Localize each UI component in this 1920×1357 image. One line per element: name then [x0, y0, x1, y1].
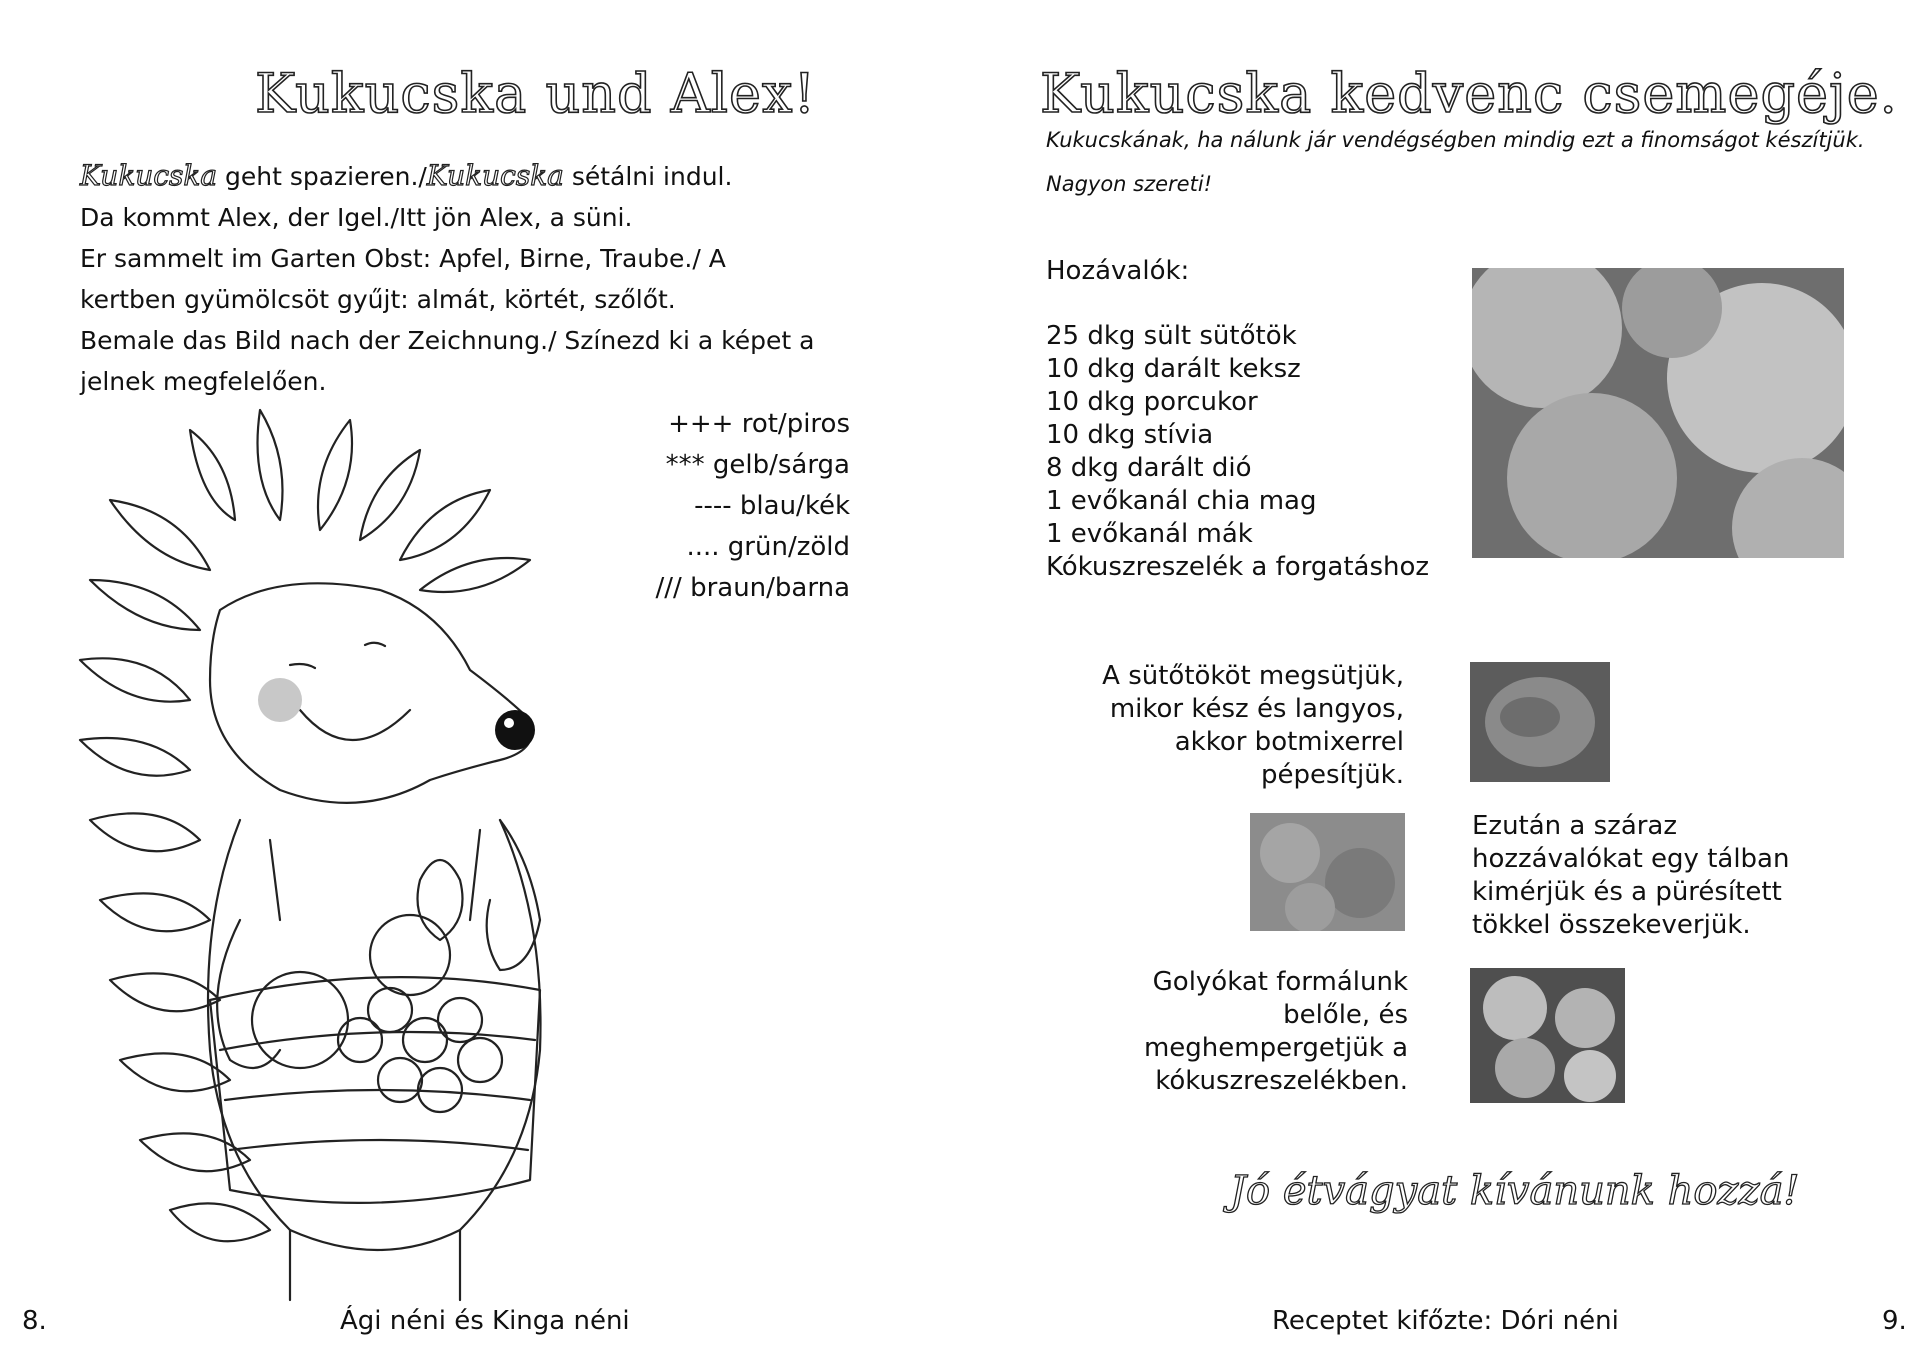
paragraph-line: Da kommt Alex, der Igel./Itt jön Alex, a süni. [80, 203, 633, 232]
ingredient-item: Kókuszreszelék a forgatáshoz [1046, 552, 1430, 582]
legend-item: *** gelb/sárga [665, 450, 850, 480]
ingredient-item: 10 dkg stívia [1046, 420, 1214, 450]
step-line: Ezután a száraz [1472, 811, 1678, 841]
step-line: akkor botmixerrel [1174, 727, 1404, 757]
closing-wish: Jó étvágyat kívánunk hozzá! [1230, 1168, 1800, 1214]
step-line: mikor kész és langyos, [1109, 694, 1404, 724]
step-line: meghempergetjük a [1143, 1033, 1408, 1063]
ingredient-item: 10 dkg porcukor [1046, 387, 1258, 417]
legend-item: +++ rot/piros [668, 409, 850, 439]
ingredient-item: 25 dkg sült sütőtök [1046, 321, 1297, 351]
text-segment: sétálni indul. [563, 162, 733, 191]
paragraph-line: Er sammelt im Garten Obst: Apfel, Birne, Traube./ A [80, 244, 726, 273]
right-footer: Receptet kifőzte: Dóri néni [1272, 1306, 1619, 1336]
ingredients-list [1046, 320, 1429, 584]
step-1-text [1040, 660, 1404, 792]
paragraph-line: Bemale das Bild nach der Zeichnung./ Színezd ki a képet a [80, 326, 815, 355]
step-2-text [1472, 810, 1789, 942]
right-page-number: 9. [1882, 1306, 1907, 1336]
legend-item: /// braun/barna [655, 573, 850, 603]
intro-line-1: Kukucskának, ha nálunk jár vendégségben mindig ezt a finomságot készítjük. [1046, 128, 1865, 152]
text-segment: geht spazieren./ [217, 162, 427, 191]
coconut-balls-photo [1472, 268, 1844, 558]
paragraph-line: kertben gyümölcsöt gyűjt: almát, körtét, szőlőt. [80, 285, 676, 314]
left-page-title: Kukucska und Alex! [255, 62, 817, 125]
step-line: kimérjük és a pürésített [1472, 877, 1782, 907]
legend-item: ---- blau/kék [694, 491, 850, 521]
step-line: Golyókat formálunk [1152, 967, 1408, 997]
paragraph-line: jelnek megfelelően. [80, 367, 327, 396]
step-3-text [1040, 966, 1408, 1098]
dry-ingredients-photo [1250, 813, 1405, 931]
right-page-title: Kukucska kedvenc csemegéje. [1040, 62, 1898, 125]
rolled-balls-photo [1470, 968, 1625, 1103]
legend-item: .... grün/zöld [686, 532, 850, 562]
left-footer: Ági néni és Kinga néni [340, 1306, 630, 1336]
step-line: belőle, és [1283, 1000, 1408, 1030]
pumpkin-puree-photo [1470, 662, 1610, 782]
ingredient-item: 10 dkg darált keksz [1046, 354, 1301, 384]
intro-line-2: Nagyon szereti! [1046, 172, 1213, 196]
ingredient-item: 1 evőkanál mák [1046, 519, 1253, 549]
ingredient-item: 8 dkg darált dió [1046, 453, 1252, 483]
name-kukucska: Kukucska [426, 159, 564, 192]
step-line: hozzávalókat egy tálban [1472, 844, 1790, 874]
ingredient-item: 1 evőkanál chia mag [1046, 486, 1317, 516]
step-line: pépesítjük. [1261, 760, 1404, 790]
step-line: kókuszreszelékben. [1155, 1066, 1408, 1096]
step-line: A sütőtököt megsütjük, [1102, 661, 1404, 691]
name-kukucska: Kukucska [80, 159, 218, 192]
left-paragraph [80, 155, 870, 402]
ingredients-heading: Hozávalók: [1046, 256, 1190, 286]
hedgehog-with-fruit-basket-icon [60, 400, 700, 1320]
step-line: tökkel összekeverjük. [1472, 910, 1751, 940]
left-page-number: 8. [22, 1306, 47, 1336]
